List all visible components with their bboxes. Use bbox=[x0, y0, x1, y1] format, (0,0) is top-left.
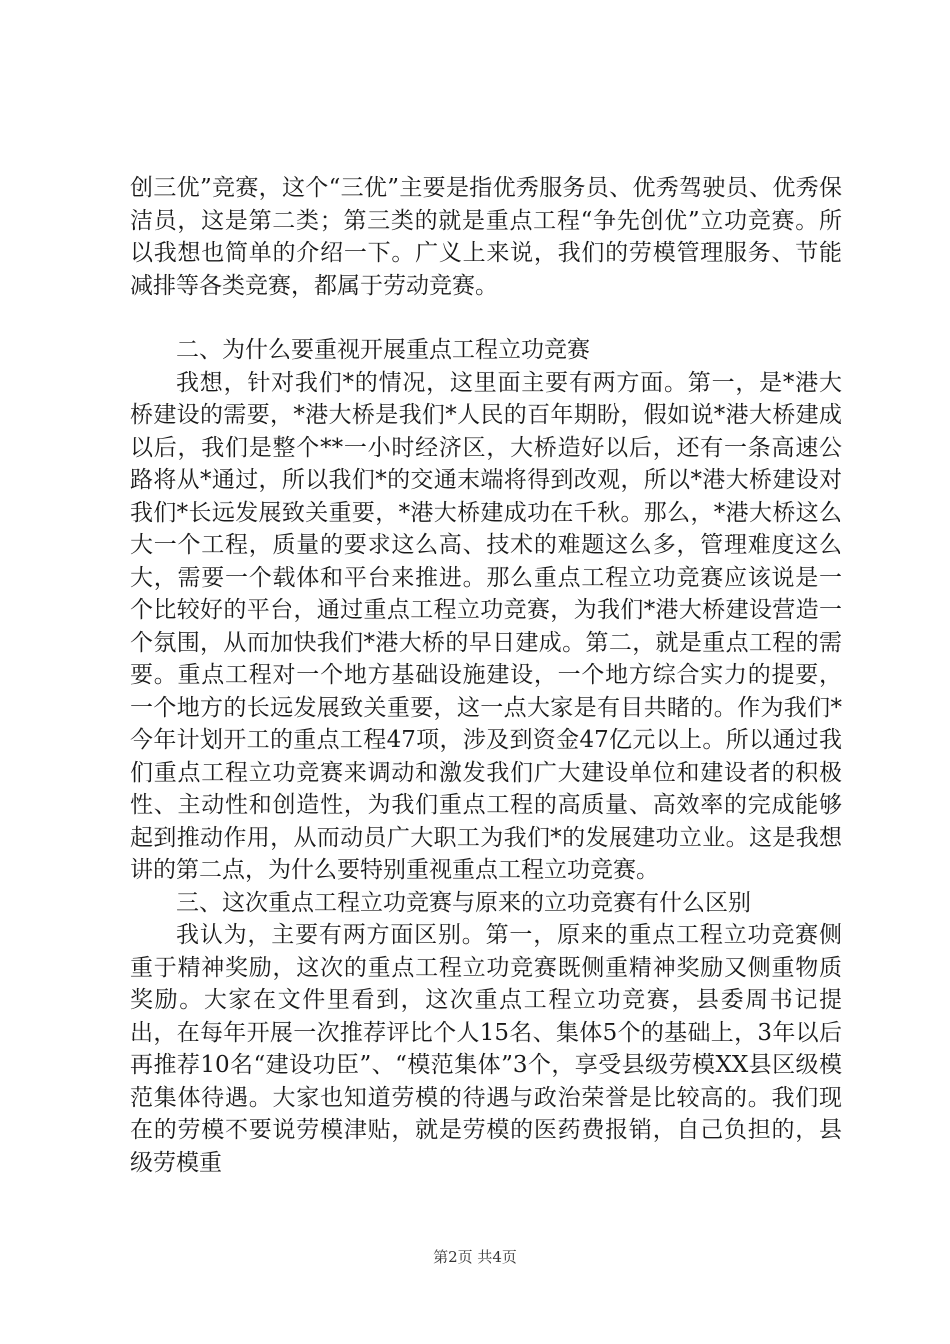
intro-continuation-paragraph: 创三优”竞赛，这个“三优”主要是指优秀服务员、优秀驾驶员、优秀保洁员，这是第二类；第三类的就是重点工程“争先创优”立功竞赛。所以我想也简单的介绍一下。广义上来说，我们的劳模管理服务、节能减排等各类竞赛，都属于劳动竞赛。 bbox=[130, 175, 842, 299]
paragraph-spacer bbox=[130, 302, 842, 334]
page-number-footer: 第2页 共4页 bbox=[433, 1248, 517, 1266]
document-body bbox=[130, 172, 842, 1179]
section-three-body: 我认为，主要有两方面区别。第一，原来的重点工程立功竞赛侧重于精神奖励，这次的重点工程立功竞赛既侧重精神奖励又侧重物质奖励。大家在文件里看到，这次重点工程立功竞赛，县委周书记提出，在每年开展一次推荐评比个人15名、集体5个的基础上，3年以后再推荐10名“建设功臣”、“模范集体”3个，享受县级劳模XX县区级模范集体待遇。大家也知道劳模的待遇与政治荣誉是比较高的。我们现在的劳模不要说劳模津贴，就是劳模的医药费报销，自己负担的，县级劳模重 bbox=[130, 922, 842, 1176]
section-three-heading: 三、这次重点工程立功竞赛与原来的立功竞赛有什么区别 bbox=[176, 889, 751, 916]
section-two-body: 我想，针对我们*的情况，这里面主要有两方面。第一，是*港大桥建设的需要，*港大桥是我们*人民的百年期盼，假如说*港大桥建成以后，我们是整个**一小时经济区，大桥造好以后，还有一条高速公路将从*通过，所以我们*的交通末端将得到改观，所以*港大桥建设对我们*长远发展致关重要，*港大桥建成功在千秋。那么，*港大桥这么大一个工程，质量的要求这么高、技术的难题这么多，管理难度这么大，需要一个载体和平台来推进。那么重点工程立功竞赛应该说是一个比较好的平台，通过重点工程立功竞赛，为我们*港大桥建设营造一个氛围，从而加快我们*港大桥的早日建成。第二，就是重点工程的需要。重点工程对一个地方基础设施建设，一个地方综合实力的提要，一个地方的长远发展致关重要，这一点大家是有目共睹的。作为我们*今年计划开工的重点工程47项，涉及到资金47亿元以上。所以通过我们重点工程立功竞赛来调动和激发我们广大建设单位和建设者的积极性、主动性和创造性，为我们重点工程的高质量、高效率的完成能够起到推动作用，从而动员广大职工为我们*的发展建功立业。这是我想讲的第二点，为什么要特别重视重点工程立功竞赛。 bbox=[130, 369, 843, 883]
section-two-heading: 二、为什么要重视开展重点工程立功竞赛 bbox=[176, 337, 590, 363]
